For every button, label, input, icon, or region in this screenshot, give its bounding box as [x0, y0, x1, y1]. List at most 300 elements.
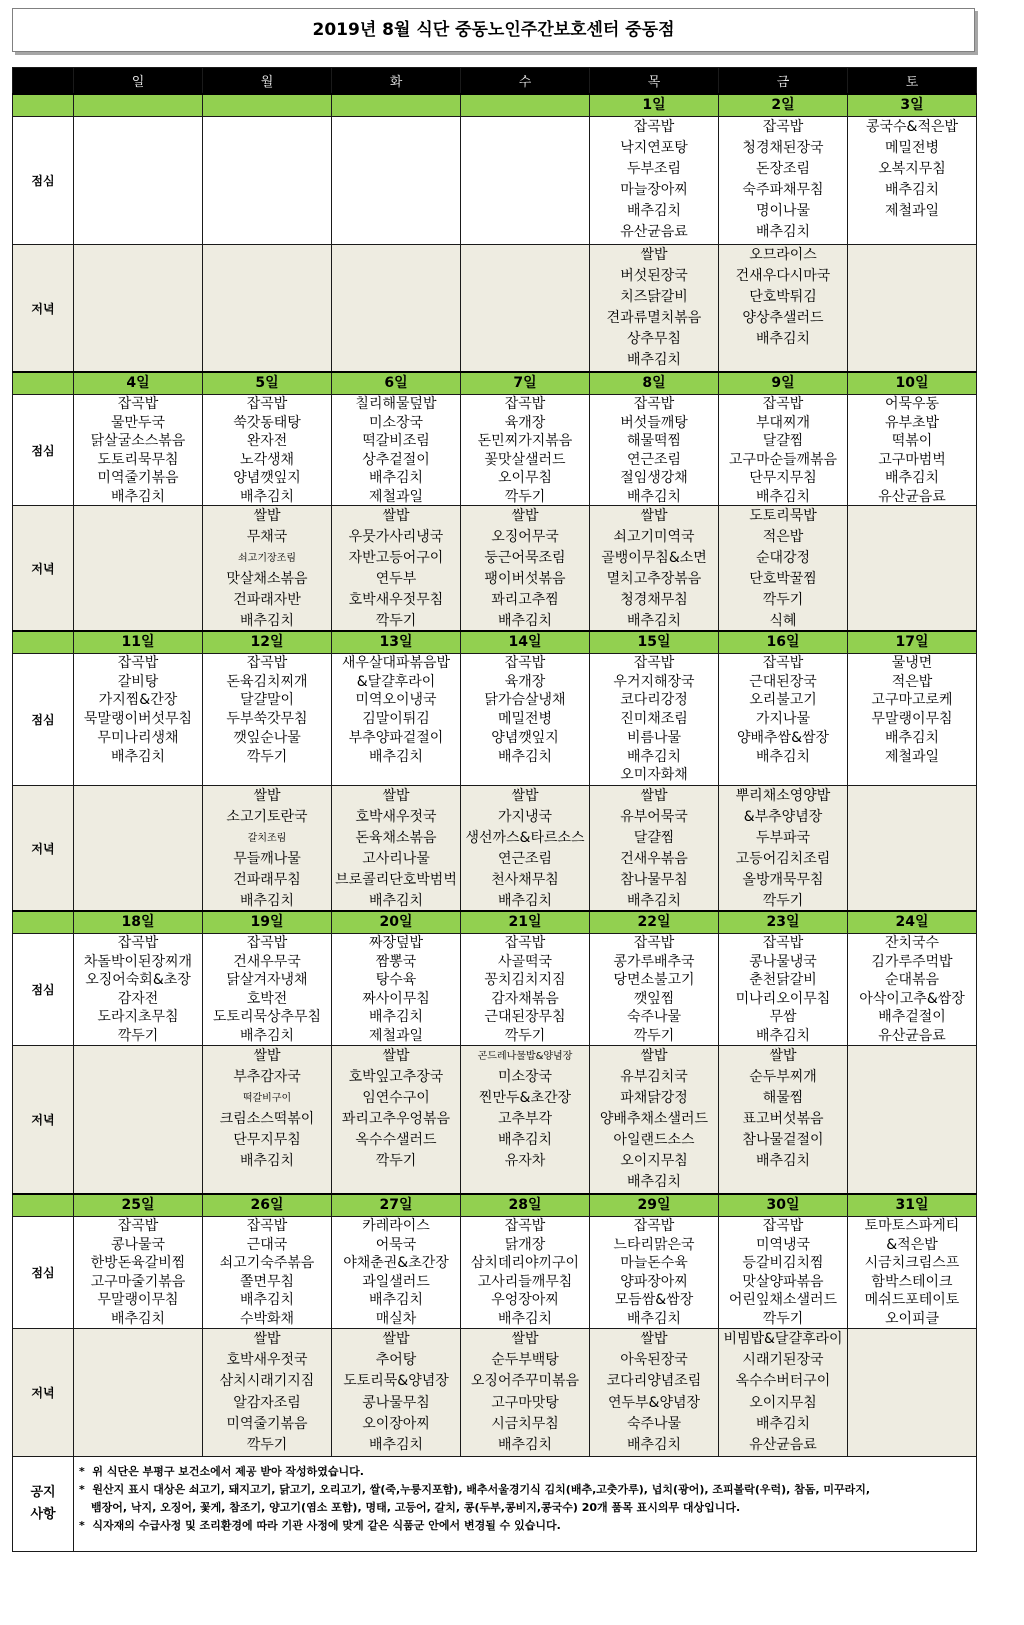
- menu-item: 메쉬드포테이토: [864, 1292, 960, 1309]
- menu-item: 순두부백탕: [491, 1352, 559, 1369]
- date-cell: 8일: [590, 372, 719, 395]
- weekday-header-sat: 토: [848, 68, 977, 95]
- lunch-cell: [74, 395, 203, 506]
- menu-item: 배추김치: [368, 1437, 424, 1454]
- notice-label-line: 사항: [30, 1507, 56, 1522]
- date-cell: 9일: [719, 372, 848, 395]
- menu-item: 건새우볶음: [620, 851, 688, 867]
- menu-item: 명이나물: [755, 203, 811, 219]
- menu-item: 연근조림: [497, 851, 553, 867]
- menu-item: 잡곡밥: [117, 655, 159, 671]
- menu-item: 아일랜드소스: [613, 1132, 695, 1148]
- dinner-cell: [203, 1046, 332, 1195]
- lunch-cell: [74, 654, 203, 786]
- meal-label: 점심: [13, 934, 74, 1046]
- menu-list: [590, 654, 718, 785]
- menu-item: 미역냉국: [755, 1236, 811, 1253]
- menu-item: 배추김치: [110, 748, 166, 765]
- menu-item: 유부김치국: [620, 1069, 688, 1085]
- menu-list: [590, 934, 718, 1045]
- menu-item: 모듬쌈&쌈장: [614, 1292, 694, 1309]
- menu-item: 해물찜: [762, 1090, 804, 1106]
- menu-item: 추어탕: [375, 1352, 417, 1369]
- dinner-row: [13, 245, 977, 373]
- menu-list: [332, 786, 460, 910]
- dinner-cell: [590, 1046, 719, 1195]
- menu-item: 쌀밥: [511, 508, 539, 524]
- menu-item: 쌀밥: [382, 1331, 410, 1347]
- menu-item: 호박전: [246, 990, 288, 1007]
- menu-item: 깍두기: [246, 1437, 288, 1454]
- menu-item: 골뱅이무침&소면: [601, 550, 707, 566]
- menu-list: [74, 1329, 202, 1456]
- date-cell: 26일: [203, 1194, 332, 1217]
- menu-item: 배추김치: [626, 203, 682, 219]
- menu-item: 닭살굴소스볶음: [90, 433, 186, 449]
- menu-item: 미소장국: [368, 414, 424, 431]
- menu-list: [74, 786, 202, 910]
- menu-item: 짜사이무침: [362, 990, 430, 1007]
- menu-item: 수박화채: [239, 1310, 295, 1327]
- menu-item: 식혜: [769, 613, 797, 629]
- menu-item: 쌀밥: [382, 788, 410, 804]
- menu-item: 꽃맛살샐러드: [484, 451, 566, 468]
- dinner-cell: [590, 245, 719, 373]
- menu-item: 도토리묵&양념장: [343, 1373, 449, 1390]
- menu-list: [332, 506, 460, 630]
- menu-list: [332, 395, 460, 505]
- menu-item: 꽁치김치지짐: [484, 972, 566, 989]
- menu-list: [719, 654, 847, 785]
- menu-item: 두부쑥갓무침: [226, 711, 308, 728]
- dinner-cell: [848, 1046, 977, 1195]
- menu-item: 유부어묵국: [620, 809, 688, 825]
- weekday-header-sun: 일: [74, 68, 203, 95]
- menu-list: [719, 117, 847, 244]
- date-cell: 5일: [203, 372, 332, 395]
- date-cell: 30일: [719, 1194, 848, 1217]
- notice-line: * 식자재의 수급사정 및 조리환경에 따라 기관 사정에 맞게 같은 식품군 안에서 변경될 수 있습니다.: [79, 1519, 561, 1532]
- dinner-cell: [461, 1046, 590, 1195]
- menu-item: 메밀전병: [497, 711, 553, 728]
- date-cell: 3일: [848, 94, 977, 117]
- meal-label: 점심: [13, 654, 74, 786]
- dinner-cell: [719, 245, 848, 373]
- menu-item: 잡곡밥: [762, 396, 804, 412]
- menu-list: [848, 654, 976, 785]
- menu-item: 오이지무침: [749, 1394, 817, 1411]
- menu-item: 순두부찌개: [749, 1069, 817, 1085]
- menu-item: 차돌박이된장찌개: [83, 953, 193, 970]
- menu-item: 해물떡찜: [626, 433, 682, 449]
- menu-item: 잡곡밥: [762, 935, 804, 951]
- menu-item: 유자차: [504, 1153, 546, 1169]
- menu-list: [590, 117, 718, 244]
- menu-item: 미나리오이무침: [735, 990, 831, 1007]
- menu-item: &부추양념장: [743, 809, 823, 825]
- lunch-cell: [332, 395, 461, 506]
- menu-item: 돈육채소볶음: [355, 830, 437, 846]
- menu-item: 쌀밥: [253, 1331, 281, 1347]
- menu-item: 오미자화채: [620, 767, 688, 784]
- menu-item: 상추무침: [626, 331, 682, 347]
- menu-item: 고구마범벅: [878, 451, 946, 468]
- menu-item: 돈민찌가지볶음: [477, 433, 573, 449]
- menu-list: [461, 245, 589, 371]
- menu-item: 아삭이고추&쌈장: [859, 990, 965, 1007]
- menu-item: 잡곡밥: [504, 396, 546, 412]
- menu-item: 쌀밥: [253, 1048, 281, 1064]
- menu-item: 도토리묵무침: [97, 451, 179, 468]
- menu-list: [332, 245, 460, 371]
- menu-item: 시금치무침: [491, 1415, 559, 1432]
- menu-list: [848, 506, 976, 630]
- menu-item: 쇠고기장조림: [238, 553, 296, 564]
- menu-item: 양념깻잎지: [491, 729, 559, 746]
- menu-item: 표고버섯볶음: [742, 1111, 824, 1127]
- date-cell: [203, 94, 332, 117]
- dinner-cell: [203, 786, 332, 912]
- menu-item: 쌀밥: [640, 508, 668, 524]
- menu-list: [461, 1329, 589, 1456]
- dinner-row: [13, 1329, 977, 1457]
- menu-item: 순대볶음: [884, 972, 940, 989]
- menu-list: [590, 1217, 718, 1328]
- menu-item: 고구마줄기볶음: [90, 1273, 186, 1290]
- lunch-cell: [719, 934, 848, 1046]
- menu-item: 무말랭이무침: [97, 1292, 179, 1309]
- menu-item: 잡곡밥: [762, 1218, 804, 1234]
- lunch-cell: [590, 1217, 719, 1329]
- menu-item: 함박스테이크: [871, 1273, 953, 1290]
- menu-item: 건파래자반: [233, 592, 301, 608]
- menu-item: 양상추샐러드: [742, 310, 824, 326]
- menu-item: 묵말랭이버섯무침: [83, 711, 193, 728]
- notice-row: [13, 1457, 977, 1552]
- menu-item: 가지나물: [755, 711, 811, 728]
- menu-item: 배추김치: [368, 748, 424, 765]
- dinner-cell: [848, 786, 977, 912]
- menu-item: 콩나물무침: [362, 1394, 430, 1411]
- dinner-row: [13, 1046, 977, 1195]
- menu-item: 배추김치: [239, 1153, 295, 1169]
- menu-list: [203, 1217, 331, 1328]
- dinner-cell: [848, 506, 977, 632]
- menu-item: 노각생채: [239, 451, 295, 468]
- menu-item: 쇠고기숙주볶음: [219, 1255, 315, 1272]
- menu-item: 배추김치: [497, 1310, 553, 1327]
- menu-item: 건새우무국: [233, 953, 301, 970]
- menu-item: 배추겉절이: [878, 1009, 946, 1026]
- menu-item: 배추김치: [884, 182, 940, 198]
- menu-item: 미역오이냉국: [355, 692, 437, 709]
- menu-item: &달걀후라이: [356, 673, 436, 690]
- date-cell: [74, 94, 203, 117]
- dinner-cell: [332, 506, 461, 632]
- menu-item: 둥근어묵조림: [484, 550, 566, 566]
- menu-item: 순대강정: [755, 550, 811, 566]
- date-row: [13, 94, 977, 117]
- menu-item: 물만두국: [110, 414, 166, 431]
- menu-item: 매실차: [375, 1310, 417, 1327]
- date-cell: [332, 94, 461, 117]
- menu-list: [848, 934, 976, 1045]
- menu-item: 적은밥: [762, 529, 804, 545]
- menu-item: 제철과일: [884, 748, 940, 765]
- menu-item: 달걀찜: [762, 433, 804, 449]
- menu-item: 배추김치: [755, 488, 811, 505]
- menu-item: 양배추채소샐러드: [599, 1111, 709, 1127]
- dinner-cell: [203, 1329, 332, 1457]
- notice-label: [13, 1457, 74, 1552]
- menu-item: 배추김치: [239, 613, 295, 629]
- dinner-cell: [719, 506, 848, 632]
- menu-item: 호박새우젓무침: [348, 592, 444, 608]
- menu-item: 깍두기: [762, 592, 804, 608]
- menu-item: 배추김치: [755, 1027, 811, 1044]
- menu-list: [461, 786, 589, 910]
- menu-item: 깍두기: [504, 488, 546, 505]
- lunch-cell: [590, 395, 719, 506]
- menu-list: [203, 245, 331, 371]
- lunch-cell: [461, 1217, 590, 1329]
- menu-item: 미역줄기볶음: [226, 1415, 308, 1432]
- menu-item: 생선까스&타르소스: [465, 830, 585, 846]
- menu-item: 배추김치: [110, 488, 166, 505]
- menu-item: 쌀밥: [769, 1048, 797, 1064]
- dinner-cell: [74, 245, 203, 373]
- menu-item: 배추김치: [497, 613, 553, 629]
- lunch-cell: [74, 117, 203, 245]
- date-cell: 21일: [461, 911, 590, 934]
- weekday-header-row: [13, 68, 977, 95]
- menu-list: [719, 395, 847, 505]
- menu-item: 맛살양파볶음: [742, 1273, 824, 1290]
- menu-list: [590, 1046, 718, 1193]
- menu-item: 무미나리생채: [97, 729, 179, 746]
- menu-item: 배추김치: [626, 352, 682, 368]
- date-cell: 18일: [74, 911, 203, 934]
- menu-item: 우엉장아찌: [491, 1292, 559, 1309]
- menu-item: 근대국: [246, 1236, 288, 1253]
- menu-item: 옥수수샐러드: [355, 1132, 437, 1148]
- menu-item: 유산균음료: [749, 1437, 817, 1454]
- dinner-cell: [332, 1329, 461, 1457]
- date-cell: 31일: [848, 1194, 977, 1217]
- dinner-row: [13, 506, 977, 632]
- menu-item: 건파래무침: [233, 872, 301, 888]
- weekday-header-tue: 화: [332, 68, 461, 95]
- menu-item: 떡볶이: [891, 433, 933, 449]
- lunch-cell: [203, 1217, 332, 1329]
- menu-item: 김말이튀김: [362, 711, 430, 728]
- menu-item: 잡곡밥: [762, 655, 804, 671]
- menu-list: [74, 395, 202, 505]
- menu-list: [848, 1217, 976, 1328]
- menu-item: 어묵국: [375, 1236, 417, 1253]
- menu-list: [332, 1046, 460, 1193]
- notice-line: * 원산지 표시 대상은 쇠고기, 돼지고기, 닭고기, 오리고기, 쌀(죽,누룽지포함), 배추서울경기식 김치(배추,고춧가루), 넙치(광어), 조피볼락(우럭), 참돔, 미꾸라지,: [79, 1483, 871, 1496]
- menu-item: 김가루주먹밥: [871, 953, 953, 970]
- date-cell: 6일: [332, 372, 461, 395]
- dinner-cell: [74, 506, 203, 632]
- menu-list: [719, 786, 847, 910]
- menu-item: 어묵우동: [884, 396, 940, 412]
- menu-item: 참나물무침: [620, 872, 688, 888]
- date-cell: 22일: [590, 911, 719, 934]
- menu-list: [74, 654, 202, 785]
- menu-item: 임연수구이: [362, 1090, 430, 1106]
- menu-item: 청경채된장국: [742, 140, 824, 156]
- menu-item: 올방개묵무침: [742, 872, 824, 888]
- menu-item: 오복지무침: [878, 161, 946, 177]
- menu-list: [203, 117, 331, 244]
- menu-item: 짜장덮밥: [368, 935, 424, 951]
- menu-item: 깍두기: [762, 893, 804, 909]
- menu-item: 알감자조림: [233, 1394, 301, 1411]
- menu-item: 배추김치: [755, 748, 811, 765]
- dinner-cell: [332, 245, 461, 373]
- lunch-cell: [74, 934, 203, 1046]
- menu-item: 달걀말이: [239, 692, 295, 709]
- notice-line: * 위 식단은 부평구 보건소에서 제공 받아 작성하였습니다.: [79, 1465, 364, 1478]
- menu-item: 잡곡밥: [246, 1218, 288, 1234]
- menu-item: 쌀밥: [253, 508, 281, 524]
- notice-text: [74, 1457, 977, 1552]
- date-cell: 16일: [719, 631, 848, 654]
- meal-label: 저녁: [13, 506, 74, 632]
- lunch-cell: [332, 934, 461, 1046]
- menu-item: 잡곡밥: [117, 935, 159, 951]
- menu-item: 콩나물국: [110, 1236, 166, 1253]
- menu-item: 소고기토란국: [226, 809, 308, 825]
- menu-item: 건새우다시마국: [735, 268, 831, 284]
- menu-item: 고구마순들깨볶음: [728, 451, 838, 468]
- menu-item: 잡곡밥: [762, 119, 804, 135]
- menu-item: 적은밥: [891, 673, 933, 690]
- menu-item: 오이피클: [884, 1310, 940, 1327]
- menu-item: 배추김치: [626, 488, 682, 505]
- menu-item: 근대된장국: [749, 673, 817, 690]
- menu-item: 연두부: [375, 571, 417, 587]
- menu-item: 잡곡밥: [246, 655, 288, 671]
- menu-item: 배추김치: [626, 1174, 682, 1190]
- dinner-cell: [332, 786, 461, 912]
- lunch-row: [13, 395, 977, 506]
- dinner-cell: [203, 245, 332, 373]
- menu-item: 미소장국: [497, 1069, 553, 1085]
- notice-line: 뱀장어, 낙지, 오징어, 꽃게, 참조기, 양고기(염소 포함), 명태, 고등어, 갈치, 콩(두부,콩비지,콩국수) 20개 품목 표시의무 대상입니다.: [91, 1501, 741, 1514]
- menu-list: [74, 934, 202, 1045]
- menu-list: [719, 934, 847, 1045]
- menu-item: 단무지무침: [749, 470, 817, 486]
- weekday-header-mon: 월: [203, 68, 332, 95]
- date-cell: [461, 94, 590, 117]
- menu-item: 쌀밥: [640, 1048, 668, 1064]
- menu-item: 배추김치: [368, 1009, 424, 1026]
- menu-item: 자반고등어구이: [348, 550, 444, 566]
- menu-item: 부대찌개: [755, 414, 811, 431]
- weekday-header-thu: 목: [590, 68, 719, 95]
- menu-item: 토마토스파게티: [864, 1218, 960, 1234]
- menu-list: [461, 1046, 589, 1193]
- menu-item: 배추김치: [755, 224, 811, 240]
- meal-label: 점심: [13, 117, 74, 245]
- date-row: [13, 1194, 977, 1217]
- menu-item: 숙주파채무침: [742, 182, 824, 198]
- menu-item: 가지냉국: [497, 809, 553, 825]
- lunch-cell: [461, 654, 590, 786]
- menu-list: [461, 506, 589, 630]
- menu-item: 춘천닭갈비: [749, 972, 817, 989]
- menu-item: 고등어김치조림: [735, 851, 831, 867]
- date-cell: 13일: [332, 631, 461, 654]
- menu-list: [719, 245, 847, 371]
- dinner-cell: [719, 786, 848, 912]
- menu-item: 잡곡밥: [504, 935, 546, 951]
- lunch-cell: [848, 117, 977, 245]
- menu-item: 달걀찜: [633, 830, 675, 846]
- menu-item: 낙지연포탕: [620, 140, 688, 156]
- date-cell: 25일: [74, 1194, 203, 1217]
- dinner-cell: [461, 786, 590, 912]
- menu-list: [74, 1046, 202, 1193]
- lunch-cell: [203, 654, 332, 786]
- menu-item: 돈장조림: [755, 161, 811, 177]
- menu-item: 유부초밥: [884, 414, 940, 431]
- lunch-cell: [848, 395, 977, 506]
- menu-item: 가지찜&간장: [98, 692, 178, 709]
- menu-list: [848, 1046, 976, 1193]
- menu-item: 버섯들깨탕: [620, 414, 688, 431]
- menu-item: 고사리들깨무침: [477, 1273, 573, 1290]
- menu-item: 오징어무국: [491, 529, 559, 545]
- menu-item: 고구마고로케: [871, 692, 953, 709]
- menu-item: 갈치조림: [247, 833, 287, 844]
- menu-item: 쌀밥: [640, 788, 668, 804]
- menu-item: 오이지무침: [620, 1153, 688, 1169]
- date-cell: 1일: [590, 94, 719, 117]
- menu-item: 배추김치: [368, 893, 424, 909]
- menu-item: 삼치시래기지짐: [219, 1373, 315, 1390]
- dinner-cell: [332, 1046, 461, 1195]
- menu-item: 돈육김치찌개: [226, 673, 308, 690]
- dinner-cell: [74, 1046, 203, 1195]
- menu-item: 파채닭강정: [620, 1090, 688, 1106]
- dinner-cell: [461, 506, 590, 632]
- menu-item: 떡갈비조림: [362, 433, 430, 449]
- menu-list: [590, 245, 718, 371]
- menu-item: 쌀밥: [511, 1331, 539, 1347]
- date-cell: 29일: [590, 1194, 719, 1217]
- date-row-label: [13, 631, 74, 654]
- lunch-cell: [590, 117, 719, 245]
- menu-list: [590, 395, 718, 505]
- menu-item: 양념깻잎지: [233, 470, 301, 486]
- menu-item: 잔치국수: [884, 935, 940, 951]
- menu-item: 배추김치: [239, 1292, 295, 1309]
- menu-item: 부추양파겉절이: [348, 729, 444, 746]
- lunch-cell: [848, 1217, 977, 1329]
- menu-list: [848, 245, 976, 371]
- menu-item: 잡곡밥: [633, 935, 675, 951]
- menu-item: 근대된장무침: [484, 1009, 566, 1026]
- date-row: [13, 372, 977, 395]
- menu-item: 곤드레나물밥&양념장: [477, 1051, 573, 1062]
- dinner-cell: [461, 245, 590, 373]
- menu-item: 배추김치: [239, 1027, 295, 1044]
- menu-item: &적은밥: [886, 1236, 938, 1253]
